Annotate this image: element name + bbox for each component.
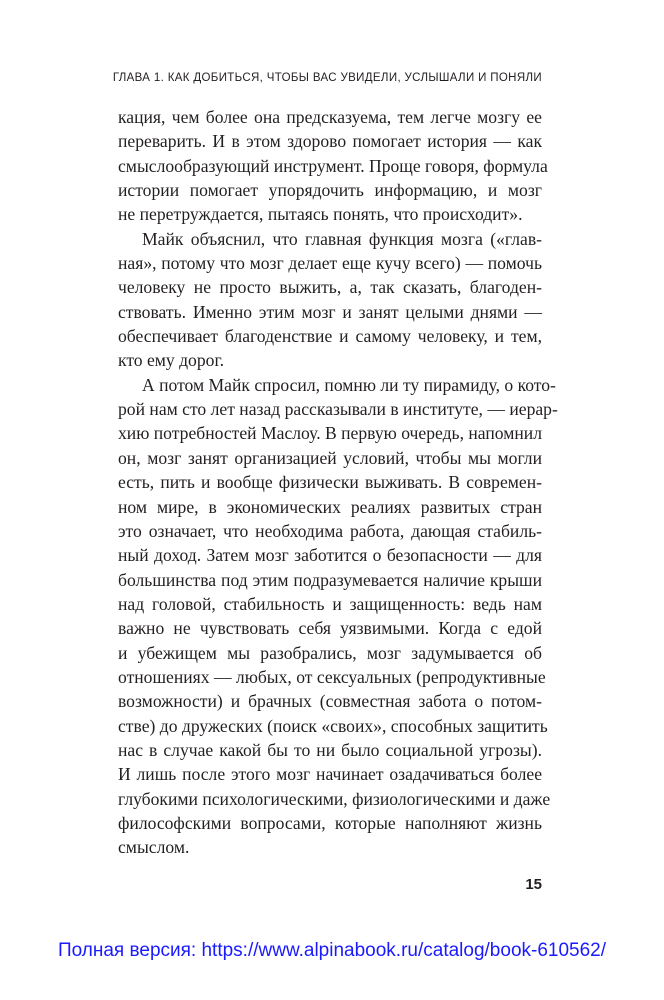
text-line: стве) до дружеских (поиск «своих», способных защитить	[118, 715, 548, 736]
text-line: большинства под этим подразумевается наличие крыши	[118, 569, 542, 590]
text-line: и убежищем мы разобрались, мозг задумывается об	[118, 642, 542, 663]
text-line: глубокими психологическими, физиологическими и даже	[118, 788, 551, 809]
running-header: ГЛАВА 1. КАК ДОБИТЬСЯ, ЧТОБЫ ВАС УВИДЕЛИ, УСЛЫШАЛИ И ПОНЯЛИ	[112, 72, 542, 84]
text-line: ная», потому что мозг делает еще кучу всего) — помочь	[118, 253, 542, 274]
text-line: рой нам сто лет назад рассказывали в институте, — иерар-	[118, 399, 558, 420]
text-line: смыслообразующий инструмент. Проще говоря, формула	[118, 155, 548, 176]
text-line: человеку не просто выжить, а, так сказать, благоден-	[118, 277, 542, 298]
text-line: отношениях — любых, от сексуальных (репродуктивные	[118, 666, 546, 687]
text-line: над головой, стабильность и защищенность: ведь нам	[118, 593, 542, 614]
text-line: есть, пить и вообще физически выживать. В современ-	[118, 472, 542, 493]
text-line: ствовать. Именно этим мозг и занят целыми днями —	[118, 301, 542, 322]
text-line: не перетруждается, пытаясь понять, что происходит».	[118, 204, 523, 225]
text-line: ном мире, в экономических реалиях развитых стран	[118, 496, 542, 517]
text-line: ный доход. Затем мозг заботится о безопасности — для	[118, 545, 542, 566]
page-number: 15	[525, 876, 542, 893]
text-line: Майк объяснил, что главная функция мозга («глав-	[142, 228, 542, 249]
text-line: философскими вопросами, которые наполняют жизнь	[118, 812, 542, 833]
text-line: И лишь после этого мозг начинает озадачиваться более	[118, 764, 542, 785]
text-line: кация, чем более она предсказуема, тем легче мозгу ее	[118, 107, 542, 127]
text-line: смыслом.	[118, 837, 190, 858]
text-line: хию потребностей Маслоу. В первую очередь, напомнил	[118, 423, 542, 444]
text-line: важно не чувствовать себя уязвимыми. Когда с едой	[118, 618, 542, 639]
text-line: это означает, что необходима работа, дающая стабиль-	[118, 520, 542, 541]
text-line: истории помогает упорядочить информацию, и мозг	[118, 180, 542, 201]
text-line: он, мозг занят организацией условий, чтобы мы могли	[118, 447, 542, 468]
text-line: А потом Майк спросил, помню ли ту пирамиду, о кото-	[142, 374, 556, 395]
body-text	[118, 105, 558, 860]
text-line: кто ему дорог.	[118, 350, 225, 371]
text-line: нас в случае какой бы то ни было социальной угрозы).	[118, 739, 542, 760]
text-line: возможности) и брачных (совместная забота о потом-	[118, 691, 542, 712]
full-version-link[interactable]: Полная версия: https://www.alpinabook.ru/catalog/book-610562/	[57, 940, 607, 961]
text-line: обеспечивает благоденствие и самому человеку, и тем,	[118, 326, 542, 347]
text-line: переварить. И в этом здорово помогает история — как	[118, 131, 542, 152]
